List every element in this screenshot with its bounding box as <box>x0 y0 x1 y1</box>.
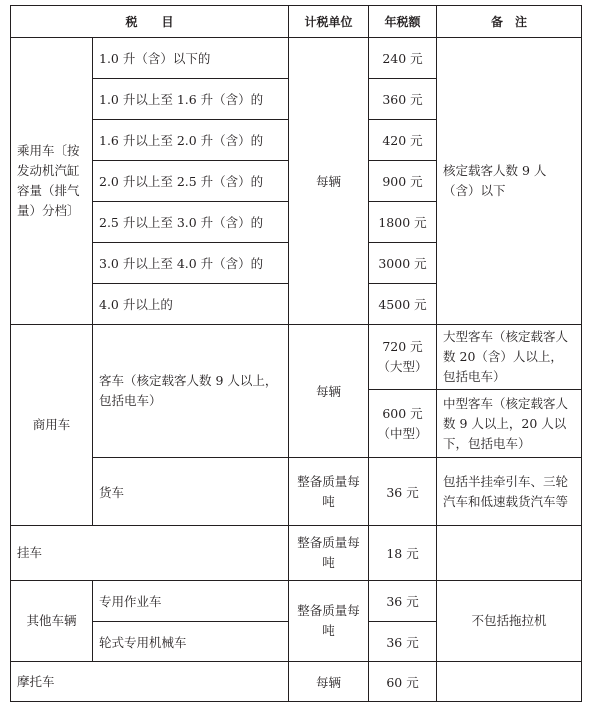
table-row <box>11 38 582 79</box>
bus-large-amount: 720 元（大型） <box>369 325 437 390</box>
header-item: 税 目 <box>11 6 289 38</box>
motorcycle-remark <box>437 662 582 702</box>
other-category: 其他车辆 <box>11 581 93 662</box>
other-row-amount: 36 元 <box>369 622 437 662</box>
bus-label: 客车（核定载客人数 9 人以上，包括电车） <box>93 325 289 458</box>
other-unit: 整备质量每吨 <box>289 581 369 662</box>
trailer-category: 挂车 <box>11 526 289 581</box>
passenger-row-amount: 240 元 <box>369 38 437 79</box>
truck-unit: 整备质量每吨 <box>289 458 369 526</box>
passenger-row-amount: 900 元 <box>369 161 437 202</box>
motorcycle-amount: 60 元 <box>369 662 437 702</box>
table-row <box>11 325 582 390</box>
passenger-remark: 核定载客人数 9 人（含）以下 <box>437 38 582 325</box>
bus-unit: 每辆 <box>289 325 369 458</box>
other-remark: 不包括拖拉机 <box>437 581 582 662</box>
passenger-row-label: 2.5 升以上至 3.0 升（含）的 <box>93 202 289 243</box>
passenger-row-amount: 4500 元 <box>369 284 437 325</box>
table-row <box>11 526 582 581</box>
trailer-remark <box>437 526 582 581</box>
trailer-unit: 整备质量每吨 <box>289 526 369 581</box>
truck-amount: 36 元 <box>369 458 437 526</box>
table-row <box>11 458 582 526</box>
other-row-amount: 36 元 <box>369 581 437 622</box>
passenger-row-label: 4.0 升以上的 <box>93 284 289 325</box>
bus-medium-amount: 600 元（中型） <box>369 390 437 458</box>
truck-label: 货车 <box>93 458 289 526</box>
passenger-row-label: 2.0 升以上至 2.5 升（含）的 <box>93 161 289 202</box>
header-row <box>11 6 582 38</box>
passenger-unit: 每辆 <box>289 38 369 325</box>
header-remark: 备 注 <box>437 6 582 38</box>
table-row <box>11 581 582 622</box>
bus-medium-remark: 中型客车（核定载客人数 9 人以上，20 人以下，包括电车） <box>437 390 582 458</box>
passenger-row-label: 1.0 升（含）以下的 <box>93 38 289 79</box>
passenger-row-label: 3.0 升以上至 4.0 升（含）的 <box>93 243 289 284</box>
passenger-row-label: 1.6 升以上至 2.0 升（含）的 <box>93 120 289 161</box>
vehicle-tax-table <box>10 5 582 702</box>
header-amount: 年税额 <box>369 6 437 38</box>
passenger-row-amount: 1800 元 <box>369 202 437 243</box>
trailer-amount: 18 元 <box>369 526 437 581</box>
other-row-label: 轮式专用机械车 <box>93 622 289 662</box>
passenger-row-amount: 360 元 <box>369 79 437 120</box>
truck-remark: 包括半挂牵引车、三轮汽车和低速载货汽车等 <box>437 458 582 526</box>
motorcycle-category: 摩托车 <box>11 662 289 702</box>
table-row <box>11 662 582 702</box>
bus-large-remark: 大型客车（核定载客人数 20（含）人以上，包括电车） <box>437 325 582 390</box>
passenger-row-label: 1.0 升以上至 1.6 升（含）的 <box>93 79 289 120</box>
commercial-category: 商用车 <box>11 325 93 526</box>
passenger-row-amount: 420 元 <box>369 120 437 161</box>
passenger-row-amount: 3000 元 <box>369 243 437 284</box>
passenger-category: 乘用车〔按发动机汽缸容量（排气量）分档〕 <box>11 38 93 325</box>
header-unit: 计税单位 <box>289 6 369 38</box>
motorcycle-unit: 每辆 <box>289 662 369 702</box>
other-row-label: 专用作业车 <box>93 581 289 622</box>
